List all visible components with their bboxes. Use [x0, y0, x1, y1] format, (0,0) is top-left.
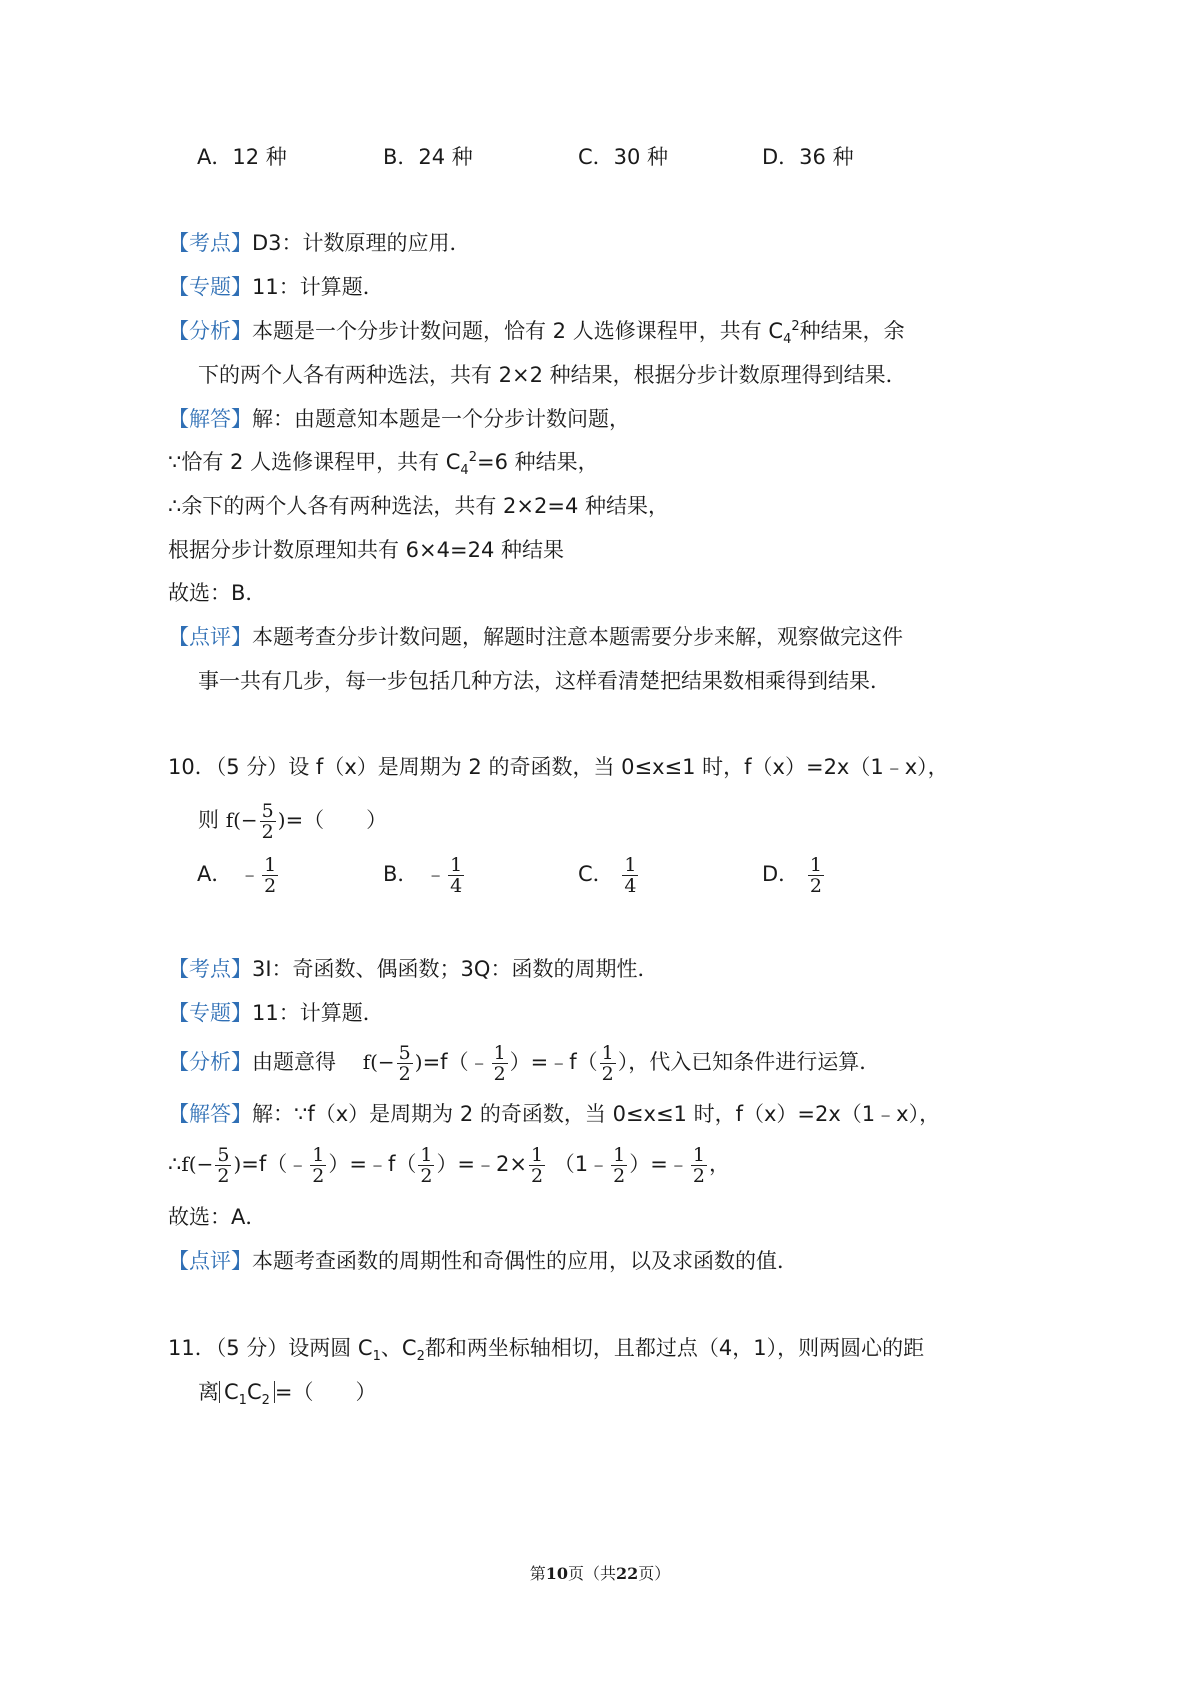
abs-value: $C_1C_2$: [219, 1381, 275, 1403]
page-footer: 第10页（共22页）: [529, 1564, 671, 1583]
q10-option-b: B． ﹣ $\frac{1}{4}$: [383, 853, 463, 897]
q9-option-d: D．36 种: [762, 145, 854, 169]
q10-fenxi: 【分析】由题意得 f(− $\frac{5}{2}$ )=f（﹣ $\frac{1}{2}$ ）=﹣f（ $\frac{1}{2}$ ），代入已知条件进行运算．: [168, 1041, 881, 1085]
q10-answer: 故选：A．: [168, 1205, 267, 1229]
q10-stem: 10．（5 分）设 f（x）是周期为 2 的奇函数，当 0≤x≤1 时，f（x）=2x（1﹣x），: [168, 755, 949, 779]
q10-stem-line2: 则 f(− $\frac{5}{2}$ )=（ ）: [198, 799, 388, 843]
q11-stem: 11．（5 分）设两圆 $C_1$、$C_2$都和两坐标轴相切，且都过点（4，1），则两圆心的距: [168, 1336, 925, 1365]
q9-jieda-line4: 根据分步计数原理知共有 6×4=24 种结果: [168, 538, 564, 562]
q9-jieda: 【解答】解：由题意知本题是一个分步计数问题，: [168, 407, 630, 431]
q9-zhuanti: 【专题】11：计算题．: [168, 275, 384, 299]
q9-answer: 故选：B．: [168, 581, 267, 605]
q10-dianping: 【点评】本题考查函数的周期性和奇偶性的应用，以及求函数的值．: [168, 1249, 798, 1273]
q10-zhuanti: 【专题】11：计算题．: [168, 1001, 384, 1025]
q10-option-c: C． $\frac{1}{4}$: [578, 853, 637, 897]
q9-option-b: B．24 种: [383, 145, 473, 169]
q9-option-c: C．30 种: [578, 145, 669, 169]
q10-jieda-line2: ∴f(− $\frac{5}{2}$ )=f（﹣ $\frac{1}{2}$ ）=﹣f（ $\frac{1}{2}$ ）=﹣2× $\frac{1}{2}$ （1﹣ $\frac{1}{2}$ ）=﹣ $\frac{1}{2}$ ，: [168, 1143, 730, 1187]
q9-jieda-line2: ∵恰有 2 人选修课程甲，共有 $C_4^2=6$ 种结果，: [168, 450, 599, 479]
q10-jieda: 【解答】解：∵f（x）是周期为 2 的奇函数，当 0≤x≤1 时，f（x）=2x（1﹣x），: [168, 1102, 941, 1126]
q9-fenxi: 【分析】本题是一个分步计数问题，恰有 2 人选修课程甲，共有 $C_4^2$种结果，余: [168, 319, 905, 348]
q9-kaodian: 【考点】D3：计数原理的应用．: [168, 231, 471, 255]
q9-jieda-line3: ∴余下的两个人各有两种选法，共有 2×2=4 种结果，: [168, 494, 669, 518]
fraction: $\frac{5}{2}$: [261, 799, 274, 843]
q9-dianping: 【点评】本题考查分步计数问题，解题时注意本题需要分步来解，观察做完这件: [168, 625, 903, 649]
q9-option-a: A．12 种: [197, 145, 287, 169]
q9-fenxi-cont: 下的两个人各有两种选法，共有 2×2 种结果，根据分步计数原理得到结果．: [198, 363, 907, 387]
q10-option-d: D． $\frac{1}{2}$: [762, 853, 822, 897]
q11-stem-line2: 离 $C_1C_2$ =（ ）: [198, 1380, 377, 1409]
q10-kaodian: 【考点】3I：奇函数、偶函数；3Q：函数的周期性．: [168, 957, 659, 981]
q10-option-a: A． ﹣ $\frac{1}{2}$: [197, 853, 277, 897]
q9-dianping-cont: 事一共有几步，每一步包括几种方法，这样看清楚把结果数相乘得到结果．: [198, 669, 891, 693]
